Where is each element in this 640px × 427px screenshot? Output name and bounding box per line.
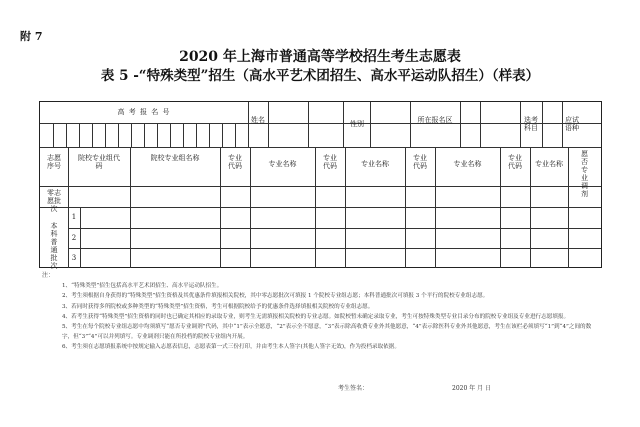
- seq-header: 志愿序号: [47, 154, 61, 170]
- grid-line: [118, 123, 119, 147]
- zero-batch-label: 零志愿批次: [47, 189, 61, 213]
- row-number: 3: [71, 254, 77, 262]
- appendix-label: 附 7: [20, 30, 43, 43]
- grid-line: [92, 123, 93, 147]
- note-item: 2、考生须根据自身获得的“特殊类型”招生资格及其优惠条件填报相关院校，其中零志愿批次可填报 1 个院校专业组志愿；本科普通批次可填报 3 个平行的院校专业组志愿。: [62, 293, 489, 300]
- undergrad-batch-label: 本科普通批次: [50, 222, 58, 270]
- grid-line: [80, 207, 81, 268]
- college-code-header: 院校专业组代码: [78, 154, 120, 170]
- grid-line: [40, 186, 601, 187]
- college-name-header: 院校专业组名称: [150, 154, 200, 162]
- grid-line: [410, 102, 411, 147]
- grid-line: [343, 102, 344, 147]
- grid-line: [131, 123, 132, 147]
- note-item: 5、考生在每个院校专业组志愿中均须填写“愿否专业调剂”代码，其中“1”表示全愿意，“2”表示全不愿意，“3”表示除高收费专业外其他愿意，“4”表示除医科专业外其他愿意，考生在该栏必须填写“1”到“4”之间的数字，但“3”“4”可以并列填写。专业调剂只能在所投档的院校专业组内开展。: [62, 324, 592, 341]
- grid-line: [170, 123, 171, 147]
- major-name-header: 专业名称: [361, 160, 389, 168]
- row-number: 2: [71, 234, 77, 242]
- elective-label: 选考科目: [524, 116, 538, 132]
- grid-line: [308, 102, 309, 147]
- application-form-table: [39, 101, 602, 268]
- grid-line: [53, 123, 54, 147]
- grid-line: [196, 123, 197, 147]
- notes-heading: 注：: [42, 272, 55, 279]
- grid-line: [542, 102, 543, 147]
- grid-line: [183, 123, 184, 147]
- grid-line: [40, 207, 601, 208]
- note-item: 4、若考生获得“特殊类型”招生资格的同时也已确定其相应的录取专业，则考生无需填报相关院校的专业志愿。如院校暂未确定录取专业，考生可按特殊类型专业目录分布的院校专业组及专业进行志愿填报。: [62, 313, 570, 320]
- grid-line: [209, 123, 210, 147]
- grid-line: [68, 248, 601, 249]
- signature-date: 2020 年 月 日: [452, 385, 491, 392]
- grid-line: [144, 123, 145, 147]
- major-name-header: 专业名称: [453, 160, 482, 168]
- adjust-header: 愿否专业调剂: [581, 150, 588, 198]
- grid-line: [79, 123, 80, 147]
- grid-line: [40, 123, 601, 124]
- major-code-header: 专业代码: [508, 154, 522, 170]
- grid-line: [248, 102, 249, 147]
- note-item: 3、若同时获得多所院校或多种类型的“特殊类型”招生资格，考生可根据院校给予的优惠条件选择填报相关院校的专业组志愿。: [62, 303, 374, 310]
- exam-number-label: 高 考 报 名 号: [117, 108, 171, 116]
- signature-label: 考生签名：: [338, 385, 369, 392]
- grid-line: [480, 102, 481, 147]
- gender-label: 性别: [350, 120, 364, 128]
- grid-line: [370, 102, 371, 147]
- grid-line: [268, 102, 269, 147]
- page-subtitle: 表 5 -“特殊类型”招生（高水平艺术团招生、高水平运动队招生）（样表）: [100, 68, 540, 84]
- note-item: 1、“特殊类型”招生包括高水平艺术团招生、高水平运动队招生。: [62, 283, 223, 290]
- note-item: 6、考生须在志愿填报系统中按规定输入志愿表信息，志愿表第一式三份打印，并由考生本人签字(其他人签字无效)，作为投档录取依据。: [62, 344, 400, 351]
- grid-line: [130, 147, 131, 268]
- district-label: 所在报名区: [417, 116, 453, 124]
- major-name-header: 专业名称: [268, 160, 297, 168]
- grid-line: [222, 123, 223, 147]
- grid-line: [520, 102, 521, 147]
- major-code-header: 专业代码: [413, 154, 427, 170]
- major-code-header: 专业代码: [228, 154, 242, 170]
- grid-line: [562, 102, 563, 147]
- foreign-lang-label: 应试语种: [565, 116, 579, 132]
- grid-line: [460, 102, 461, 147]
- major-name-header: 专业名称: [535, 160, 563, 168]
- grid-line: [68, 228, 601, 229]
- row-number: 1: [71, 213, 77, 221]
- grid-line: [157, 123, 158, 147]
- grid-line: [40, 147, 601, 148]
- grid-line: [235, 123, 236, 147]
- major-code-header: 专业代码: [323, 154, 337, 170]
- page-title: 2020 年上海市普通高等学校招生考生志愿表: [179, 49, 461, 65]
- notes-section: [42, 271, 602, 353]
- grid-line: [66, 123, 67, 147]
- grid-line: [105, 123, 106, 147]
- name-label: 姓名: [251, 116, 265, 124]
